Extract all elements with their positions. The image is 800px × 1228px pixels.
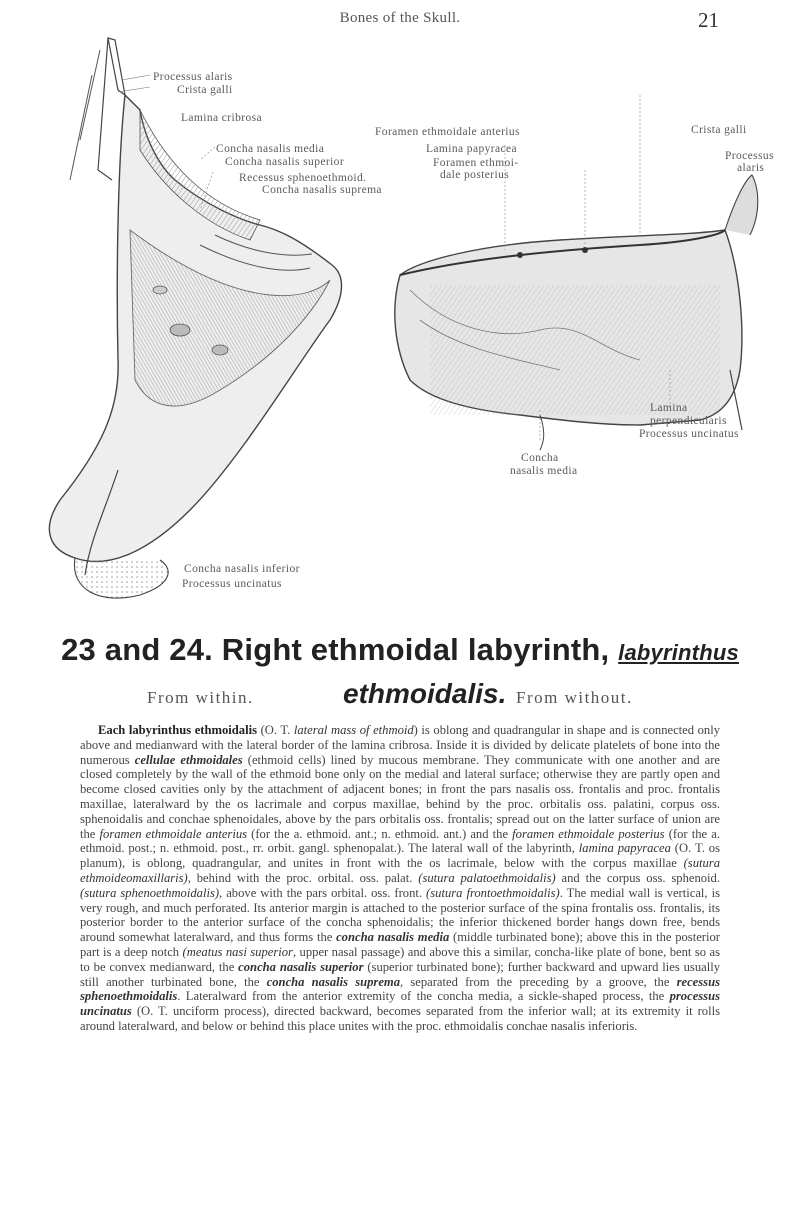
- caption-ethmoidalis: ethmoidalis.: [343, 678, 507, 709]
- page-number: 21: [698, 8, 719, 32]
- term-foramen-posterius: foramen ethmoidale posterius: [512, 826, 665, 841]
- label-concha-inferior: Concha nasalis inferior: [184, 563, 300, 575]
- term-labyrinthus: Each labyrinthus ethmoidalis: [98, 723, 257, 737]
- caption-italic: labyrinthus: [618, 640, 739, 665]
- label-processus-uncinatus-right: Processus uncinatus: [639, 428, 739, 440]
- figure-ethmoidal-labyrinth: [0, 30, 800, 620]
- label-lamina-cribrosa: Lamina cribrosa: [181, 112, 263, 124]
- label-nasalis-media-right: nasalis media: [510, 465, 578, 477]
- term-concha-suprema: concha nasalis suprema: [266, 974, 401, 989]
- label-concha-suprema: Concha nasalis suprema: [262, 184, 382, 196]
- label-foramen-anterius: Foramen ethmoidale anterius: [375, 126, 520, 138]
- body-paragraph: Each labyrinthus ethmoidalis (O. T. lateral mass of ethmoid) is oblong and quadrangular in shape and is connected only above and medianward with the lateral border of the lamina cribrosa. Inside it is divided by delicate platelets of bone into the numerous cellulae ethmoidales (ethmoid cells) lined by mucous membrane. They communicate with one another and are closed completely by the wall of the ethmoid bone only on the medial and lateral surface; otherwise they are partly open and become closed cavities only by the attachment of adjacent bones; in front the pars nasalis oss. frontalis and proc. frontalis maxillae, lateralward by the os lacrimale and corpus maxillae, behind by the proc. orbitalis oss. palatini, corpus oss. sphenoidalis and conchae sphenoidales, above by the pars orbitalis oss. frontalis; spread out on the latter surface of union are the foramen ethmoidale anterius (for the a. ethmoid. ant.; n. ethmoid. ant.) and the foramen ethmoidale posterius (for the a. ethmoid. post.; n. ethmoid. post., rr. orbit. gangl. sphenopalat.). The lateral wall of the labyrinth, lamina papyracea (O. T. os planum), is oblong, quadrangular, and unites in front with the os lacrimale, below with the corpus maxillae (sutura ethmoideomaxillaris), behind with the proc. orbital. oss. palat. (sutura palatoethmoidalis) and the corpus oss. sphenoid. (sutura sphenoethmoidalis), above with the pars orbital. oss. front. (sutura frontoethmoidalis). The medial wall is vertical, is very rough, and much perforated. Its anterior margin is attached to the posterior surface of the spina frontalis oss. frontalis, its posterior border to the anterior surface of the concha sphenoidalis; the inferior thickened border hangs down free, bends around somewhat lateralward, and thus forms the concha nasalis media (middle turbinated bone); above this in the posterior part is a deep notch (meatus nasi superior, upper nasal passage) and above this a similar, concha-like plate of bone, bent so as to be convex medianward, the concha nasalis superior (superior turbinated bone); further backward and upward lies usually still another turbinated bone, the concha nasalis suprema, separated from the preceding by a groove, the recessus sphenoethmoidalis. Lateralward from the anterior extremity of the concha media, a sickle-shaped process, the processus uncinatus (O. T. unciform process), directed backward, becomes separated from the inferior wall; at its extremity it rolls around lateralward, and below or behind this place unites with the proc. ethmoidalis conchae nasalis inferioris.: [80, 723, 721, 1033]
- label-perpendicularis: perpendicularis: [650, 415, 727, 427]
- term-concha-media: concha nasalis media: [336, 930, 450, 945]
- running-title: Bones of the Skull.: [339, 10, 461, 26]
- term-foramen-anterius: foramen ethmoidale anterius: [99, 826, 248, 841]
- term-recessus: recessus sphenoethmoidalis: [80, 974, 720, 1004]
- label-processus-alaris-left: Processus alaris: [153, 71, 233, 83]
- foramen-posterius-mark: [582, 247, 588, 253]
- figure-subcaption: [0, 678, 800, 718]
- term-lamina-papyracea: lamina papyracea: [578, 841, 671, 856]
- label-crista-galli-left: Crista galli: [177, 84, 233, 96]
- label-foramen-posterius-1: Foramen ethmoi-: [433, 157, 519, 169]
- foramen-anterius-mark: [517, 252, 523, 258]
- label-concha-media-left: Concha nasalis media: [216, 143, 325, 155]
- label-crista-galli-right: Crista galli: [691, 124, 747, 136]
- label-recessus: Recessus sphenoethmoid.: [239, 172, 367, 184]
- processus-alaris-shape: [70, 50, 100, 180]
- crista-galli-right-shape: [725, 175, 758, 235]
- label-lamina-papyracea: Lamina papyracea: [426, 143, 517, 155]
- concha-inferior-shape: [74, 558, 168, 598]
- label-processus-right: Processus: [725, 150, 774, 162]
- label-concha-superior: Concha nasalis superior: [225, 156, 345, 168]
- label-processus-uncinatus-left: Processus uncinatus: [182, 578, 282, 590]
- term-cellulae: cellulae ethmoidales: [134, 752, 243, 767]
- caption-from-without: From without.: [516, 688, 633, 707]
- page-header: [0, 6, 800, 32]
- ethmoid-illustration: [0, 30, 800, 620]
- label-foramen-posterius-2: dale posterius: [440, 169, 510, 181]
- label-alaris-right: alaris: [737, 162, 765, 174]
- figure-caption: [0, 632, 800, 668]
- term-concha-superior: concha nasalis superior: [238, 959, 364, 974]
- caption-from-within: From within.: [147, 688, 254, 707]
- caption-main: 23 and 24. Right ethmoidal labyrinth,: [61, 632, 619, 667]
- term-processus-uncinatus: processus uncinatus: [80, 989, 720, 1019]
- label-concha-right: Concha: [521, 452, 559, 464]
- label-lamina: Lamina: [650, 402, 688, 414]
